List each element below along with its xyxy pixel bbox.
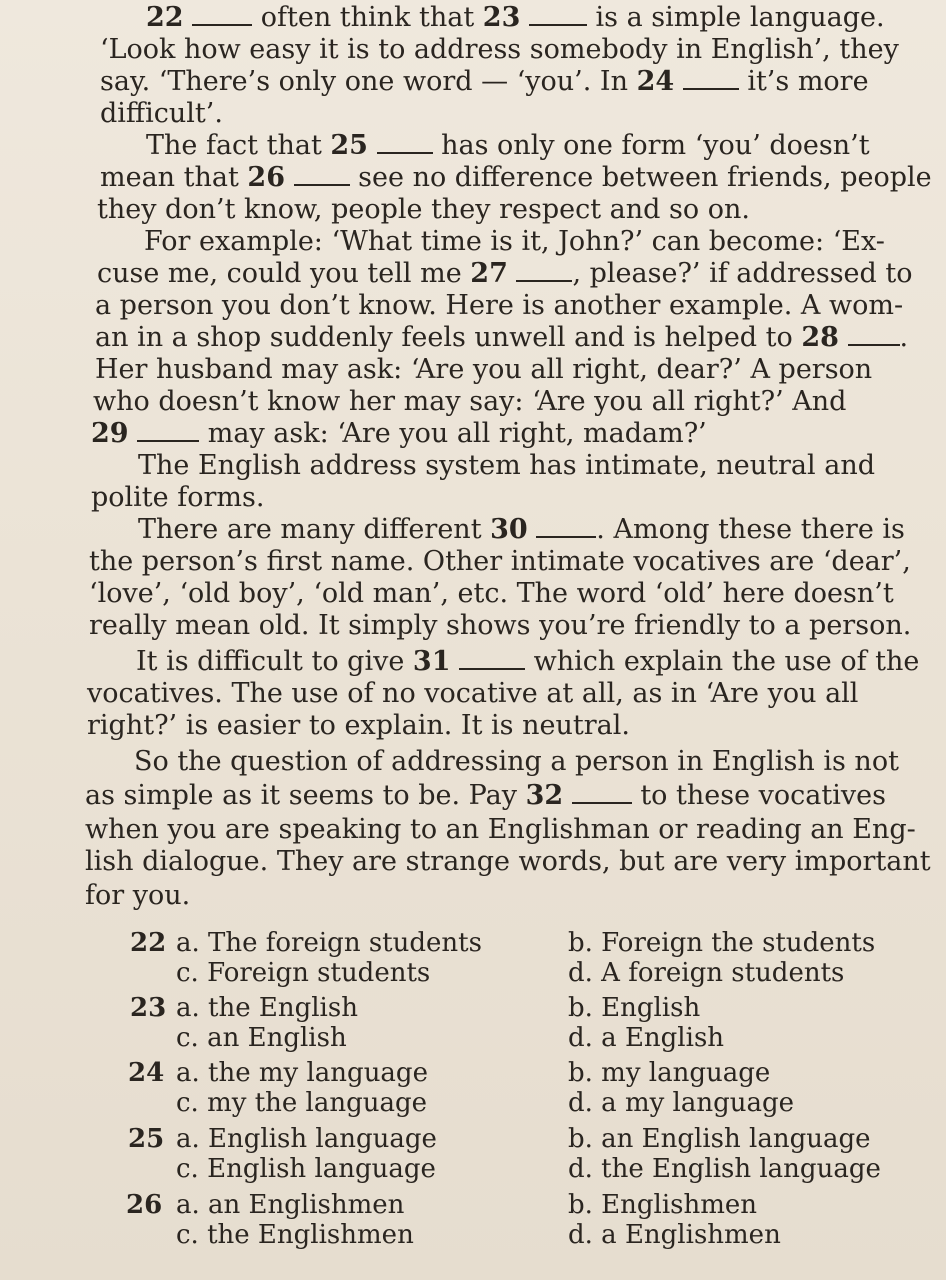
- passage-line: [136, 646, 919, 678]
- option-a[interactable]: a. English language: [176, 1124, 437, 1154]
- passage-line: [85, 780, 886, 812]
- passage-text: Her husband may ask: ‘Are you all right, dear?’ A person: [95, 354, 873, 385]
- passage-text: a person you don’t know. Here is another example. A wom-: [95, 290, 904, 321]
- passage-text: For example: ‘What time is it, John?’ can become: ‘Ex-: [144, 226, 885, 257]
- answer-gap-30[interactable]: [536, 516, 596, 538]
- gap-number: 29: [91, 418, 129, 449]
- gap-number: 27: [470, 258, 508, 289]
- passage-text: The English address system has intimate, neutral and: [138, 450, 875, 481]
- passage-text: So the question of addressing a person in English is not: [134, 746, 899, 777]
- option-b[interactable]: b. an English language: [568, 1124, 871, 1154]
- passage-line: [97, 194, 750, 226]
- passage-line: [100, 66, 869, 98]
- question-number: 24: [128, 1058, 165, 1088]
- question-number: 22: [130, 928, 167, 958]
- passage-line: [95, 322, 908, 354]
- passage-line: [85, 846, 931, 878]
- question-number: 25: [128, 1124, 165, 1154]
- passage-line: [93, 386, 846, 418]
- option-b[interactable]: b. Englishmen: [568, 1190, 758, 1220]
- passage-text: when you are speaking to an Englishman or reading an Eng-: [85, 814, 916, 845]
- passage-line: [146, 2, 885, 34]
- passage-line: [144, 226, 885, 258]
- passage-text: is a simple language.: [586, 2, 885, 33]
- passage-text: It is difficult to give: [136, 646, 413, 677]
- answer-gap-23[interactable]: [529, 4, 587, 26]
- gap-number: 28: [801, 322, 839, 353]
- passage-text: vocatives. The use of no vocative at all, as in ‘Are you all: [87, 678, 859, 709]
- answer-gap-31[interactable]: [459, 648, 525, 670]
- passage-text: cuse me, could you tell me: [97, 258, 471, 289]
- passage-text: as simple as it seems to be. Pay: [85, 780, 526, 811]
- passage-text: lish dialogue. They are strange words, but are very important: [85, 846, 931, 877]
- passage-line: [89, 546, 911, 578]
- option-b[interactable]: b. English: [568, 993, 701, 1023]
- passage-text: . Among these there is: [596, 514, 905, 545]
- option-d[interactable]: d. A foreign students: [568, 958, 845, 988]
- passage-text: for you.: [85, 880, 191, 911]
- passage-line: [85, 814, 916, 846]
- passage-line: [89, 610, 911, 642]
- answer-gap-22[interactable]: [192, 4, 252, 26]
- option-b[interactable]: b. my language: [568, 1058, 771, 1088]
- passage-text: an in a shop suddenly feels unwell and is helped to: [95, 322, 802, 353]
- answer-gap-32[interactable]: [572, 782, 632, 804]
- passage-text: .: [899, 322, 909, 353]
- option-c[interactable]: c. an English: [176, 1023, 347, 1053]
- passage-text: they don’t know, people they respect and so on.: [97, 194, 750, 225]
- gap-number: 30: [490, 514, 528, 545]
- gap-number: 24: [636, 66, 675, 97]
- passage-line: [87, 678, 858, 710]
- option-d[interactable]: d. a my language: [568, 1088, 795, 1118]
- passage-text: who doesn’t know her may say: ‘Are you all right?’ And: [93, 386, 847, 417]
- answer-gap-29[interactable]: [137, 420, 199, 442]
- gap-number: 23: [482, 2, 521, 33]
- passage-line: [134, 746, 899, 778]
- passage-text: The fact that: [146, 130, 331, 161]
- option-c[interactable]: c. English language: [176, 1154, 436, 1184]
- passage-text: , please?’ if addressed to: [572, 258, 913, 289]
- passage-line: [85, 880, 190, 912]
- passage-line: [138, 514, 905, 546]
- passage-text: see no difference between friends, people: [349, 162, 932, 193]
- option-d[interactable]: d. the English language: [568, 1154, 881, 1184]
- passage-text: often think that: [252, 2, 483, 33]
- option-d[interactable]: d. a Englishmen: [568, 1220, 781, 1250]
- passage-line: [91, 418, 707, 450]
- gap-number: 31: [412, 646, 451, 677]
- option-b[interactable]: b. Foreign the students: [568, 928, 876, 958]
- passage-text: which explain the use of the: [525, 646, 920, 677]
- passage-line: [138, 450, 875, 482]
- passage-text: There are many different: [138, 514, 491, 545]
- passage-text: ‘love’, ‘old boy’, ‘old man’, etc. The word ‘old’ here doesn’t: [89, 578, 894, 609]
- passage-text: say. ‘There’s only one word — ‘you’. In: [100, 66, 637, 97]
- answer-gap-24[interactable]: [683, 68, 739, 90]
- gap-number: 25: [330, 130, 368, 161]
- option-a[interactable]: a. the my language: [176, 1058, 428, 1088]
- passage-line: [95, 290, 903, 322]
- passage-line: [100, 98, 223, 130]
- passage-text: polite forms.: [91, 482, 265, 513]
- passage-text: ‘Look how easy it is to address somebody in English’, they: [100, 34, 899, 65]
- answer-gap-28[interactable]: [848, 324, 900, 346]
- passage-line: [89, 578, 894, 610]
- question-number: 23: [130, 993, 167, 1023]
- passage-line: [91, 482, 264, 514]
- passage-text: has only one form ‘you’ doesn’t: [432, 130, 870, 161]
- passage-text: may ask: ‘Are you all right, madam?’: [199, 418, 707, 449]
- passage-text: to these vocatives: [631, 780, 886, 811]
- option-d[interactable]: d. a English: [568, 1023, 725, 1053]
- passage-text: right?’ is easier to explain. It is neutral.: [87, 710, 630, 741]
- passage-line: [87, 710, 630, 742]
- passage-text: it’s more: [738, 66, 869, 97]
- passage-line: [95, 354, 872, 386]
- gap-number: 26: [247, 162, 285, 193]
- option-a[interactable]: a. The foreign students: [176, 928, 482, 958]
- answer-gap-26[interactable]: [294, 164, 350, 186]
- option-a[interactable]: a. an Englishmen: [176, 1190, 405, 1220]
- passage-line: [100, 34, 899, 66]
- option-a[interactable]: a. the English: [176, 993, 358, 1023]
- answer-gap-25[interactable]: [377, 132, 433, 154]
- gap-number: 32: [525, 780, 564, 811]
- option-c[interactable]: c. Foreign students: [176, 958, 431, 988]
- option-c[interactable]: c. my the language: [176, 1088, 428, 1118]
- option-c[interactable]: c. the Englishmen: [176, 1220, 414, 1250]
- question-number: 26: [126, 1190, 163, 1220]
- gap-number: 22: [146, 2, 184, 33]
- passage-line: [146, 130, 870, 162]
- passage-text: really mean old. It simply shows you’re friendly to a person.: [89, 610, 912, 641]
- passage-text: difficult’.: [100, 98, 223, 129]
- passage-line: [97, 258, 913, 290]
- passage-text: mean that: [100, 162, 248, 193]
- passage-text: the person’s first name. Other intimate vocatives are ‘dear’,: [89, 546, 911, 577]
- passage-line: [100, 162, 932, 194]
- answer-gap-27[interactable]: [516, 260, 572, 282]
